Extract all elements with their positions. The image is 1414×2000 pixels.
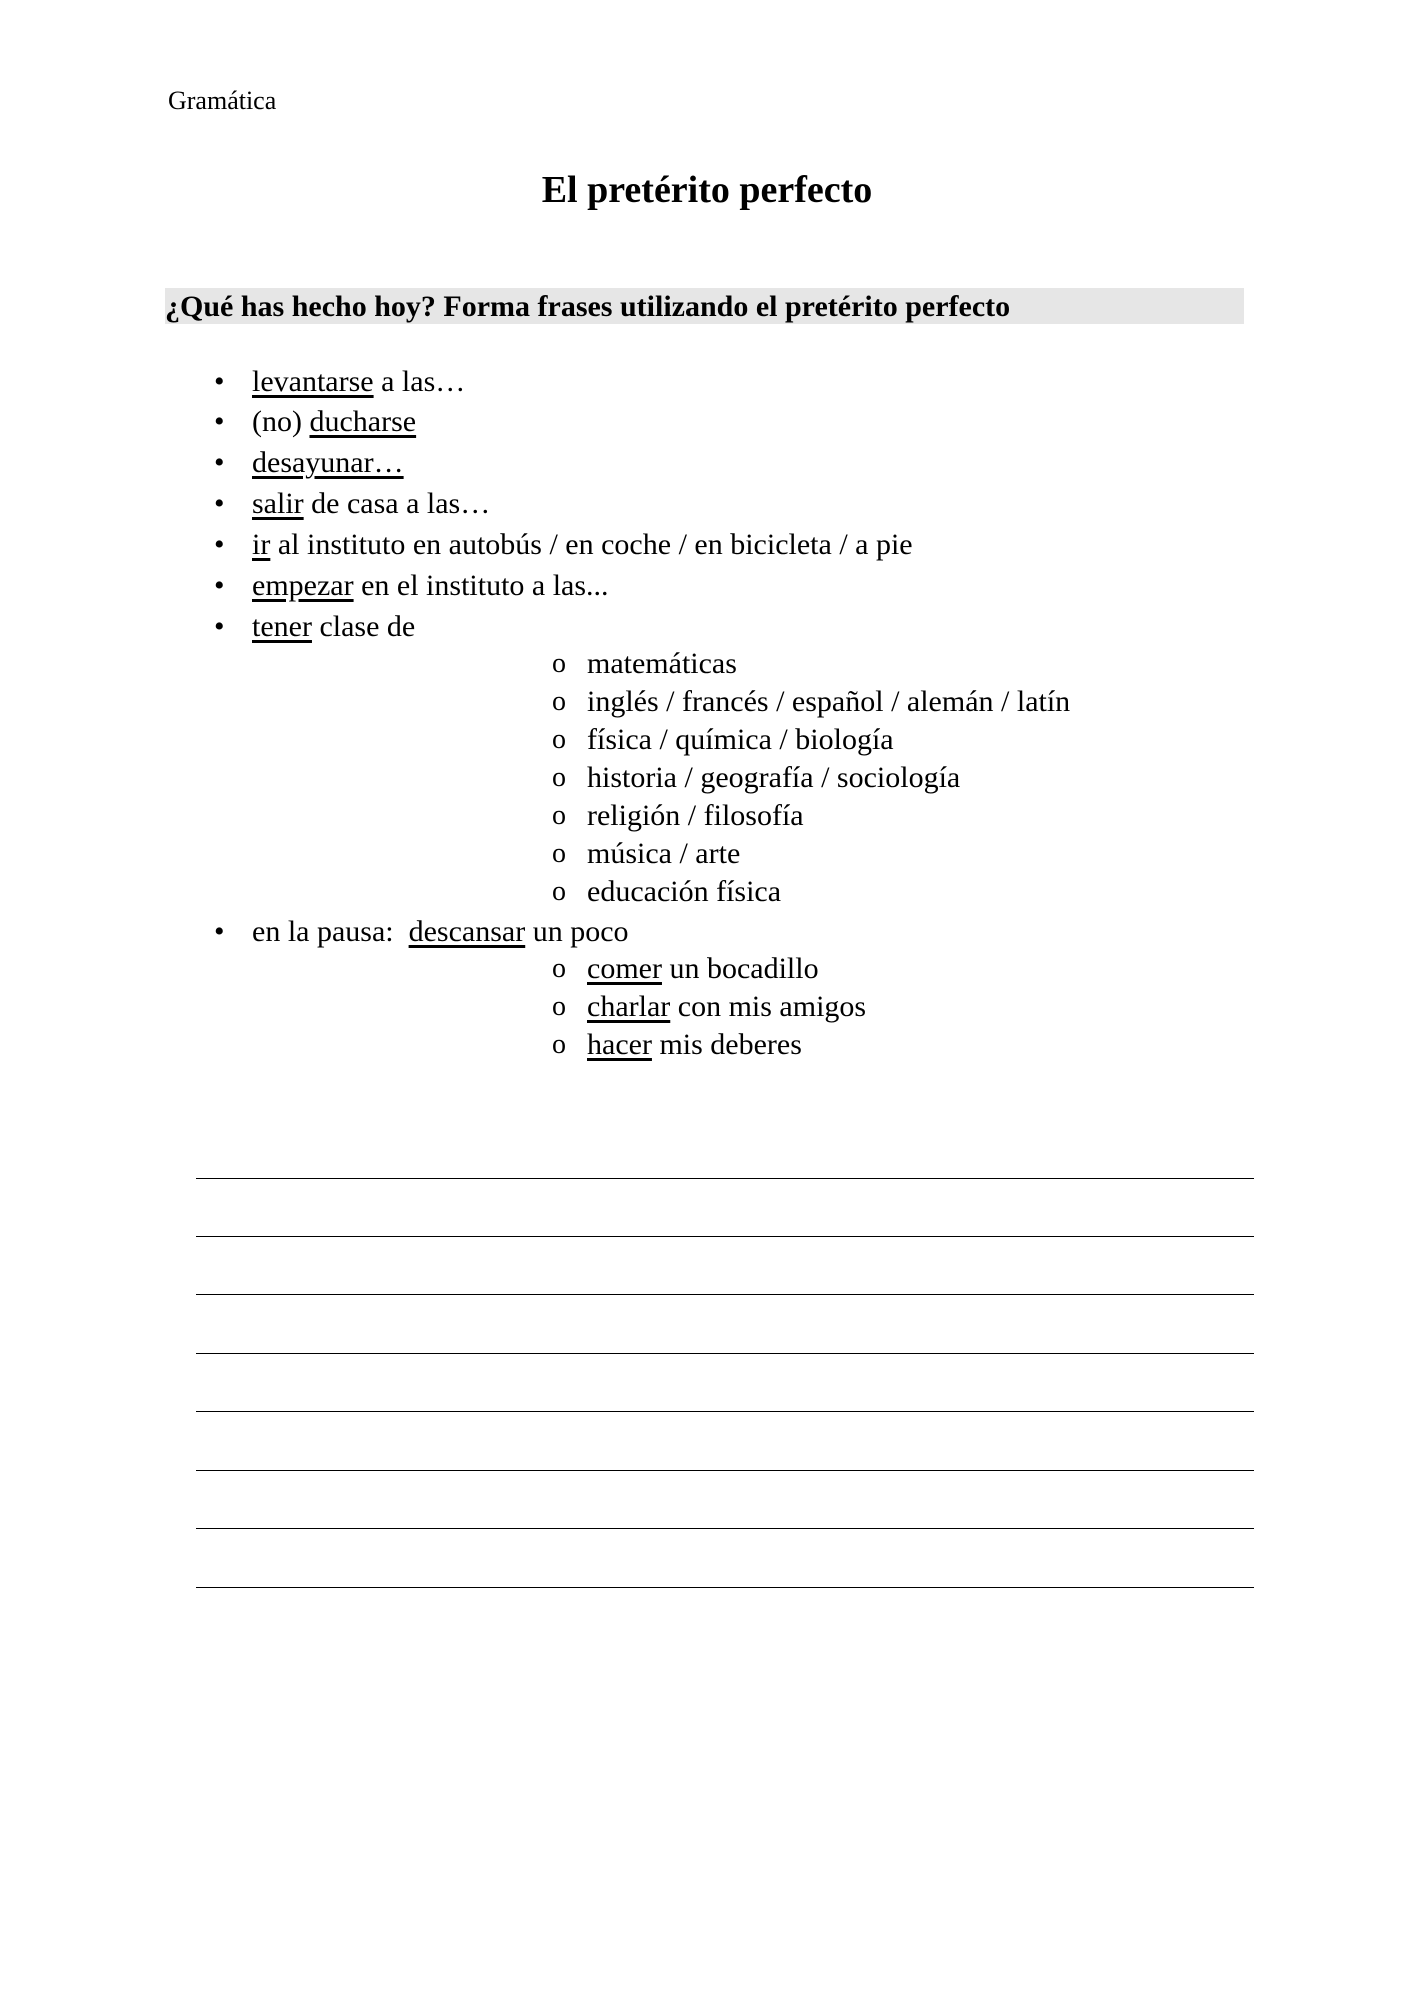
writing-line[interactable] xyxy=(196,1528,1254,1529)
instruction-heading: ¿Qué has hecho hoy? Forma frases utilizando el pretérito perfecto xyxy=(165,288,1244,324)
list-item: • levantarse a las… xyxy=(252,362,465,402)
header-label: Gramática xyxy=(168,86,277,115)
list-item: • salir de casa a las… xyxy=(252,484,490,524)
verb-underlined: empezar xyxy=(252,569,354,602)
sub-list-item: o historia / geografía / sociología xyxy=(587,759,960,797)
sub-list-item: o hacer mis deberes xyxy=(587,1026,802,1064)
writing-line[interactable] xyxy=(196,1236,1254,1237)
writing-line[interactable] xyxy=(196,1411,1254,1412)
writing-line[interactable] xyxy=(196,1178,1254,1179)
sub-list-item: o inglés / francés / español / alemán / latín xyxy=(587,683,1070,721)
verb-underlined: ducharse xyxy=(309,405,417,438)
sub-list-item: o comer un bocadillo xyxy=(587,950,819,988)
sub-list-item: o música / arte xyxy=(587,835,740,873)
list-item: • en la pausa: descansar un poco xyxy=(252,912,629,952)
bullet-icon: • xyxy=(214,405,225,438)
list-item: • (no) ducharse xyxy=(252,402,416,442)
list-item: • tener clase de xyxy=(252,607,415,647)
list-item: • empezar en el instituto a las... xyxy=(252,566,609,606)
circle-bullet-icon: o xyxy=(552,838,566,869)
verb-underlined: descansar xyxy=(408,915,526,948)
circle-bullet-icon: o xyxy=(552,876,566,907)
list-item: • ir al instituto en autobús / en coche / en bicicleta / a pie xyxy=(252,525,913,565)
sub-list-item: o matemáticas xyxy=(587,645,737,683)
sub-list-item: o charlar con mis amigos xyxy=(587,988,866,1026)
bullet-icon: • xyxy=(214,446,225,479)
writing-line[interactable] xyxy=(196,1587,1254,1588)
bullet-icon: • xyxy=(214,610,225,643)
list-item xyxy=(214,443,404,483)
circle-bullet-icon: o xyxy=(552,686,566,717)
circle-bullet-icon: o xyxy=(552,762,566,793)
bullet-icon: • xyxy=(214,487,225,520)
verb-underlined: salir xyxy=(252,487,304,520)
verb-underlined: levantarse xyxy=(252,365,374,398)
bullet-icon: • xyxy=(214,528,225,561)
circle-bullet-icon: o xyxy=(552,724,566,755)
circle-bullet-icon: o xyxy=(552,991,566,1022)
writing-line[interactable] xyxy=(196,1353,1254,1354)
writing-line[interactable] xyxy=(196,1470,1254,1471)
circle-bullet-icon: o xyxy=(552,800,566,831)
sub-list-item: o religión / filosofía xyxy=(587,797,804,835)
bullet-icon: • xyxy=(214,569,225,602)
bullet-icon: • xyxy=(214,365,225,398)
circle-bullet-icon: o xyxy=(552,953,566,984)
circle-bullet-icon: o xyxy=(552,1029,566,1060)
writing-line[interactable] xyxy=(196,1294,1254,1295)
bullet-icon: • xyxy=(214,915,225,948)
verb-underlined: ir xyxy=(252,528,271,561)
page-title: El pretérito perfecto xyxy=(541,169,873,211)
sub-list-item: o educación física xyxy=(587,873,781,911)
sub-list-item: o física / química / biología xyxy=(587,721,894,759)
verb-underlined: tener xyxy=(252,610,312,643)
verb-underlined: desayunar… xyxy=(252,446,404,479)
circle-bullet-icon: o xyxy=(552,648,566,679)
